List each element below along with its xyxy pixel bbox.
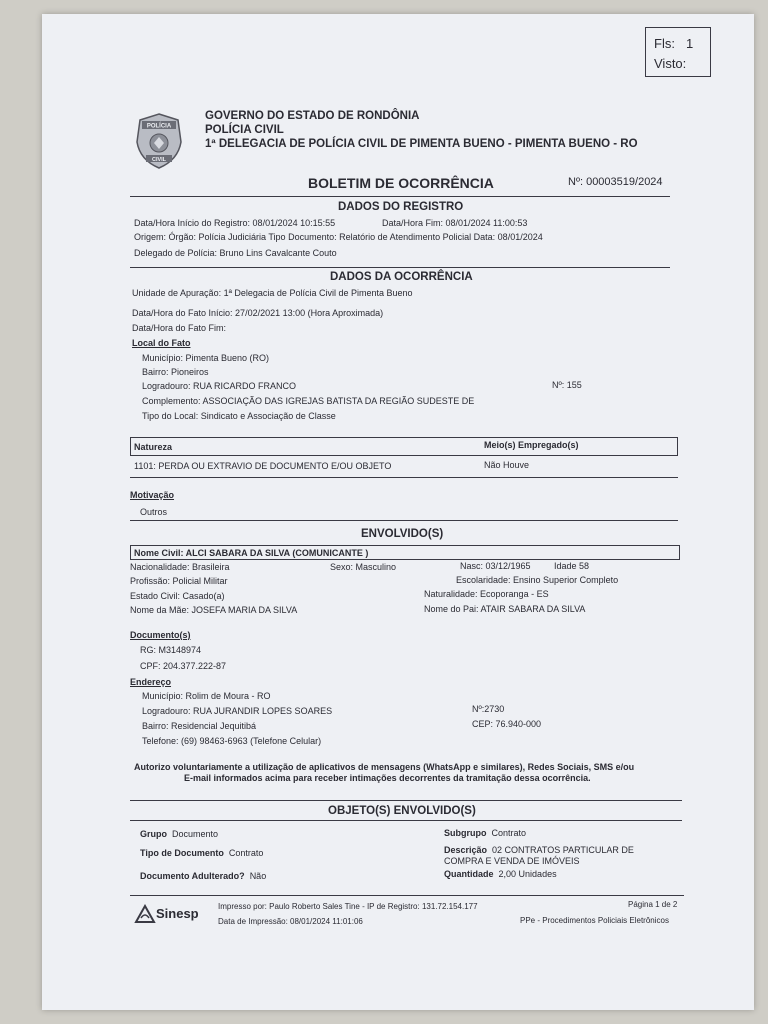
sinesp-logo-icon (134, 904, 156, 924)
endereco-label: Endereço (130, 677, 172, 687)
natureza-col-header: Natureza (134, 442, 173, 452)
grupo-value: Documento (172, 829, 219, 839)
fls-label: Fls: (654, 36, 675, 51)
bo-number: Nº: 00003519/2024 (568, 176, 663, 188)
local-logradouro: Logradouro: RUA RICARDO FRANCO (142, 381, 297, 391)
divider (130, 820, 682, 821)
motivacao-value: Outros (140, 507, 168, 517)
telefone: Telefone: (69) 98463-6963 (Telefone Celular) (142, 736, 322, 746)
registro-delegado: Delegado de Polícia: Bruno Lins Cavalcante Couto (134, 248, 337, 258)
envolvido-naturalidade: Naturalidade: Ecoporanga - ES (424, 589, 549, 599)
envolvido-escolaridade: Escolaridade: Ensino Superior Completo (456, 575, 619, 585)
tipo-documento-value: Contrato (228, 848, 264, 858)
autorizo-line-1: Autorizo voluntariamente a utilização de aplicativos de mensagens (WhatsApp e similares), Redes Sociais, SMS e/ou (134, 762, 635, 772)
envolvido-profissao: Profissão: Policial Militar (130, 576, 228, 586)
header-line-1: GOVERNO DO ESTADO DE RONDÔNIA (205, 110, 420, 122)
descricao-value-1: 02 CONTRATOS PARTICULAR DE (492, 845, 634, 855)
endereco-logradouro: Logradouro: RUA JURANDIR LOPES SOARES (142, 706, 333, 716)
section-title-ocorrencia: DADOS DA OCORRÊNCIA (330, 271, 473, 283)
envolvido-sexo: Sexo: Masculino (330, 562, 397, 572)
meio-col-header: Meio(s) Empregado(s) (484, 440, 579, 450)
section-title-registro: DADOS DO REGISTRO (338, 201, 464, 213)
header-line-2: POLÍCIA CIVIL (205, 124, 284, 136)
objeto-quantidade (444, 869, 557, 879)
document-title: BOLETIM DE OCORRÊNCIA (308, 175, 494, 191)
meio-value: Não Houve (484, 460, 530, 470)
adulterado-label: Documento Adulterado? (140, 871, 245, 881)
divider (130, 267, 670, 268)
endereco-numero: Nº:2730 (472, 704, 505, 714)
sinesp-logo-text: Sinesp (156, 906, 199, 921)
descricao-value-2: COMPRA E VENDA DE IMÓVEIS (444, 856, 580, 866)
footer-impresso: Impresso por: Paulo Roberto Sales Tine - IP de Registro: 131.72.154.177 (218, 902, 478, 911)
header-line-3: 1ª DELEGACIA DE POLÍCIA CIVIL DE PIMENTA BUENO - PIMENTA BUENO - RO (205, 138, 638, 150)
objeto-grupo (140, 829, 218, 839)
local-fato-label: Local do Fato (132, 338, 191, 348)
endereco-bairro: Bairro: Residencial Jequitibá (142, 721, 257, 731)
documento-rg: RG: M3148974 (140, 645, 202, 655)
ocorrencia-fato-inicio: Data/Hora do Fato Início: 27/02/2021 13:00 (Hora Aproximada) (132, 308, 384, 318)
local-complemento: Complemento: ASSOCIAÇÃO DAS IGREJAS BATISTA DA REGIÃO SUDESTE DE (142, 396, 475, 406)
natureza-value: 1101: PERDA OU EXTRAVIO DE DOCUMENTO E/OU OBJETO (134, 461, 392, 471)
envolvido-nacionalidade: Nacionalidade: Brasileira (130, 562, 230, 572)
section-title-envolvidos: ENVOLVIDO(S) (361, 528, 444, 540)
quantidade-label: Quantidade (444, 869, 494, 879)
divider (130, 520, 678, 521)
police-badge-icon (134, 112, 184, 170)
fls-value: 1 (686, 36, 694, 51)
registro-fim: Data/Hora Fim: 08/01/2024 11:00:53 (382, 218, 528, 228)
divider (130, 895, 684, 896)
section-title-objetos: OBJETO(S) ENVOLVIDO(S) (328, 805, 476, 817)
motivacao-label: Motivação (130, 490, 175, 500)
visto-label: Visto: (654, 56, 687, 71)
footer-sistema: PPe - Procedimentos Policiais Eletrônicos (520, 916, 669, 925)
envolvido-pai: Nome do Pai: ATAIR SABARA DA SILVA (424, 604, 586, 614)
envolvido-estado-civil: Estado Civil: Casado(a) (130, 591, 225, 601)
endereco-municipio: Município: Rolim de Moura - RO (142, 691, 271, 701)
envolvido-mae: Nome da Mãe: JOSEFA MARIA DA SILVA (130, 605, 298, 615)
descricao-label: Descrição (444, 845, 488, 855)
objeto-subgrupo (444, 828, 526, 838)
local-tipo: Tipo do Local: Sindicato e Associação de Classe (142, 411, 336, 421)
grupo-label: Grupo (140, 829, 167, 839)
quantidade-value: 2,00 Unidades (498, 869, 557, 879)
autorizo-line-2: E-mail informados acima para receber intimações decorrentes da tramitação dessa ocorrência. (184, 773, 591, 783)
document-page (42, 14, 754, 1010)
documento-cpf: CPF: 204.377.222-87 (140, 661, 227, 671)
ocorrencia-fato-fim: Data/Hora do Fato Fim: (132, 323, 227, 333)
envolvido-nasc: Nasc: 03/12/1965 (460, 561, 531, 571)
local-municipio: Município: Pimenta Bueno (RO) (142, 353, 270, 363)
documentos-label: Documento(s) (130, 630, 191, 640)
objeto-adulterado (140, 871, 266, 881)
registro-origem: Origem: Órgão: Polícia Judiciária Tipo Documento: Relatório de Atendimento Policial Data: 08/01/2024 (134, 232, 543, 242)
adulterado-value: Não (249, 871, 267, 881)
subgrupo-label: Subgrupo (444, 828, 487, 838)
badge-top-text: POLÍCIA (146, 123, 172, 130)
ocorrencia-unidade: Unidade de Apuração: 1ª Delegacia de Polícia Civil de Pimenta Bueno (132, 288, 413, 298)
objeto-tipo (140, 848, 263, 858)
endereco-cep: CEP: 76.940-000 (472, 719, 542, 729)
footer-pagina: Página 1 de 2 (628, 900, 678, 909)
local-numero: Nº: 155 (552, 380, 582, 390)
tipo-documento-label: Tipo de Documento (140, 848, 224, 858)
divider (130, 800, 682, 801)
footer-data-impressao: Data de Impressão: 08/01/2024 11:01:06 (218, 917, 363, 926)
objeto-descricao (444, 845, 634, 855)
local-bairro: Bairro: Pioneiros (142, 367, 209, 377)
badge-bottom-text: CIVIL (151, 157, 167, 163)
natureza-header-box (130, 437, 678, 456)
fls-visto-box (645, 27, 711, 77)
registro-inicio: Data/Hora Início do Registro: 08/01/2024 10:15:55 (134, 218, 336, 228)
divider (130, 477, 678, 478)
envolvido-nome: Nome Civil: ALCI SABARA DA SILVA (COMUNICANTE ) (134, 548, 369, 558)
subgrupo-value: Contrato (491, 828, 527, 838)
divider (130, 196, 670, 197)
envolvido-idade: Idade 58 (554, 561, 590, 571)
